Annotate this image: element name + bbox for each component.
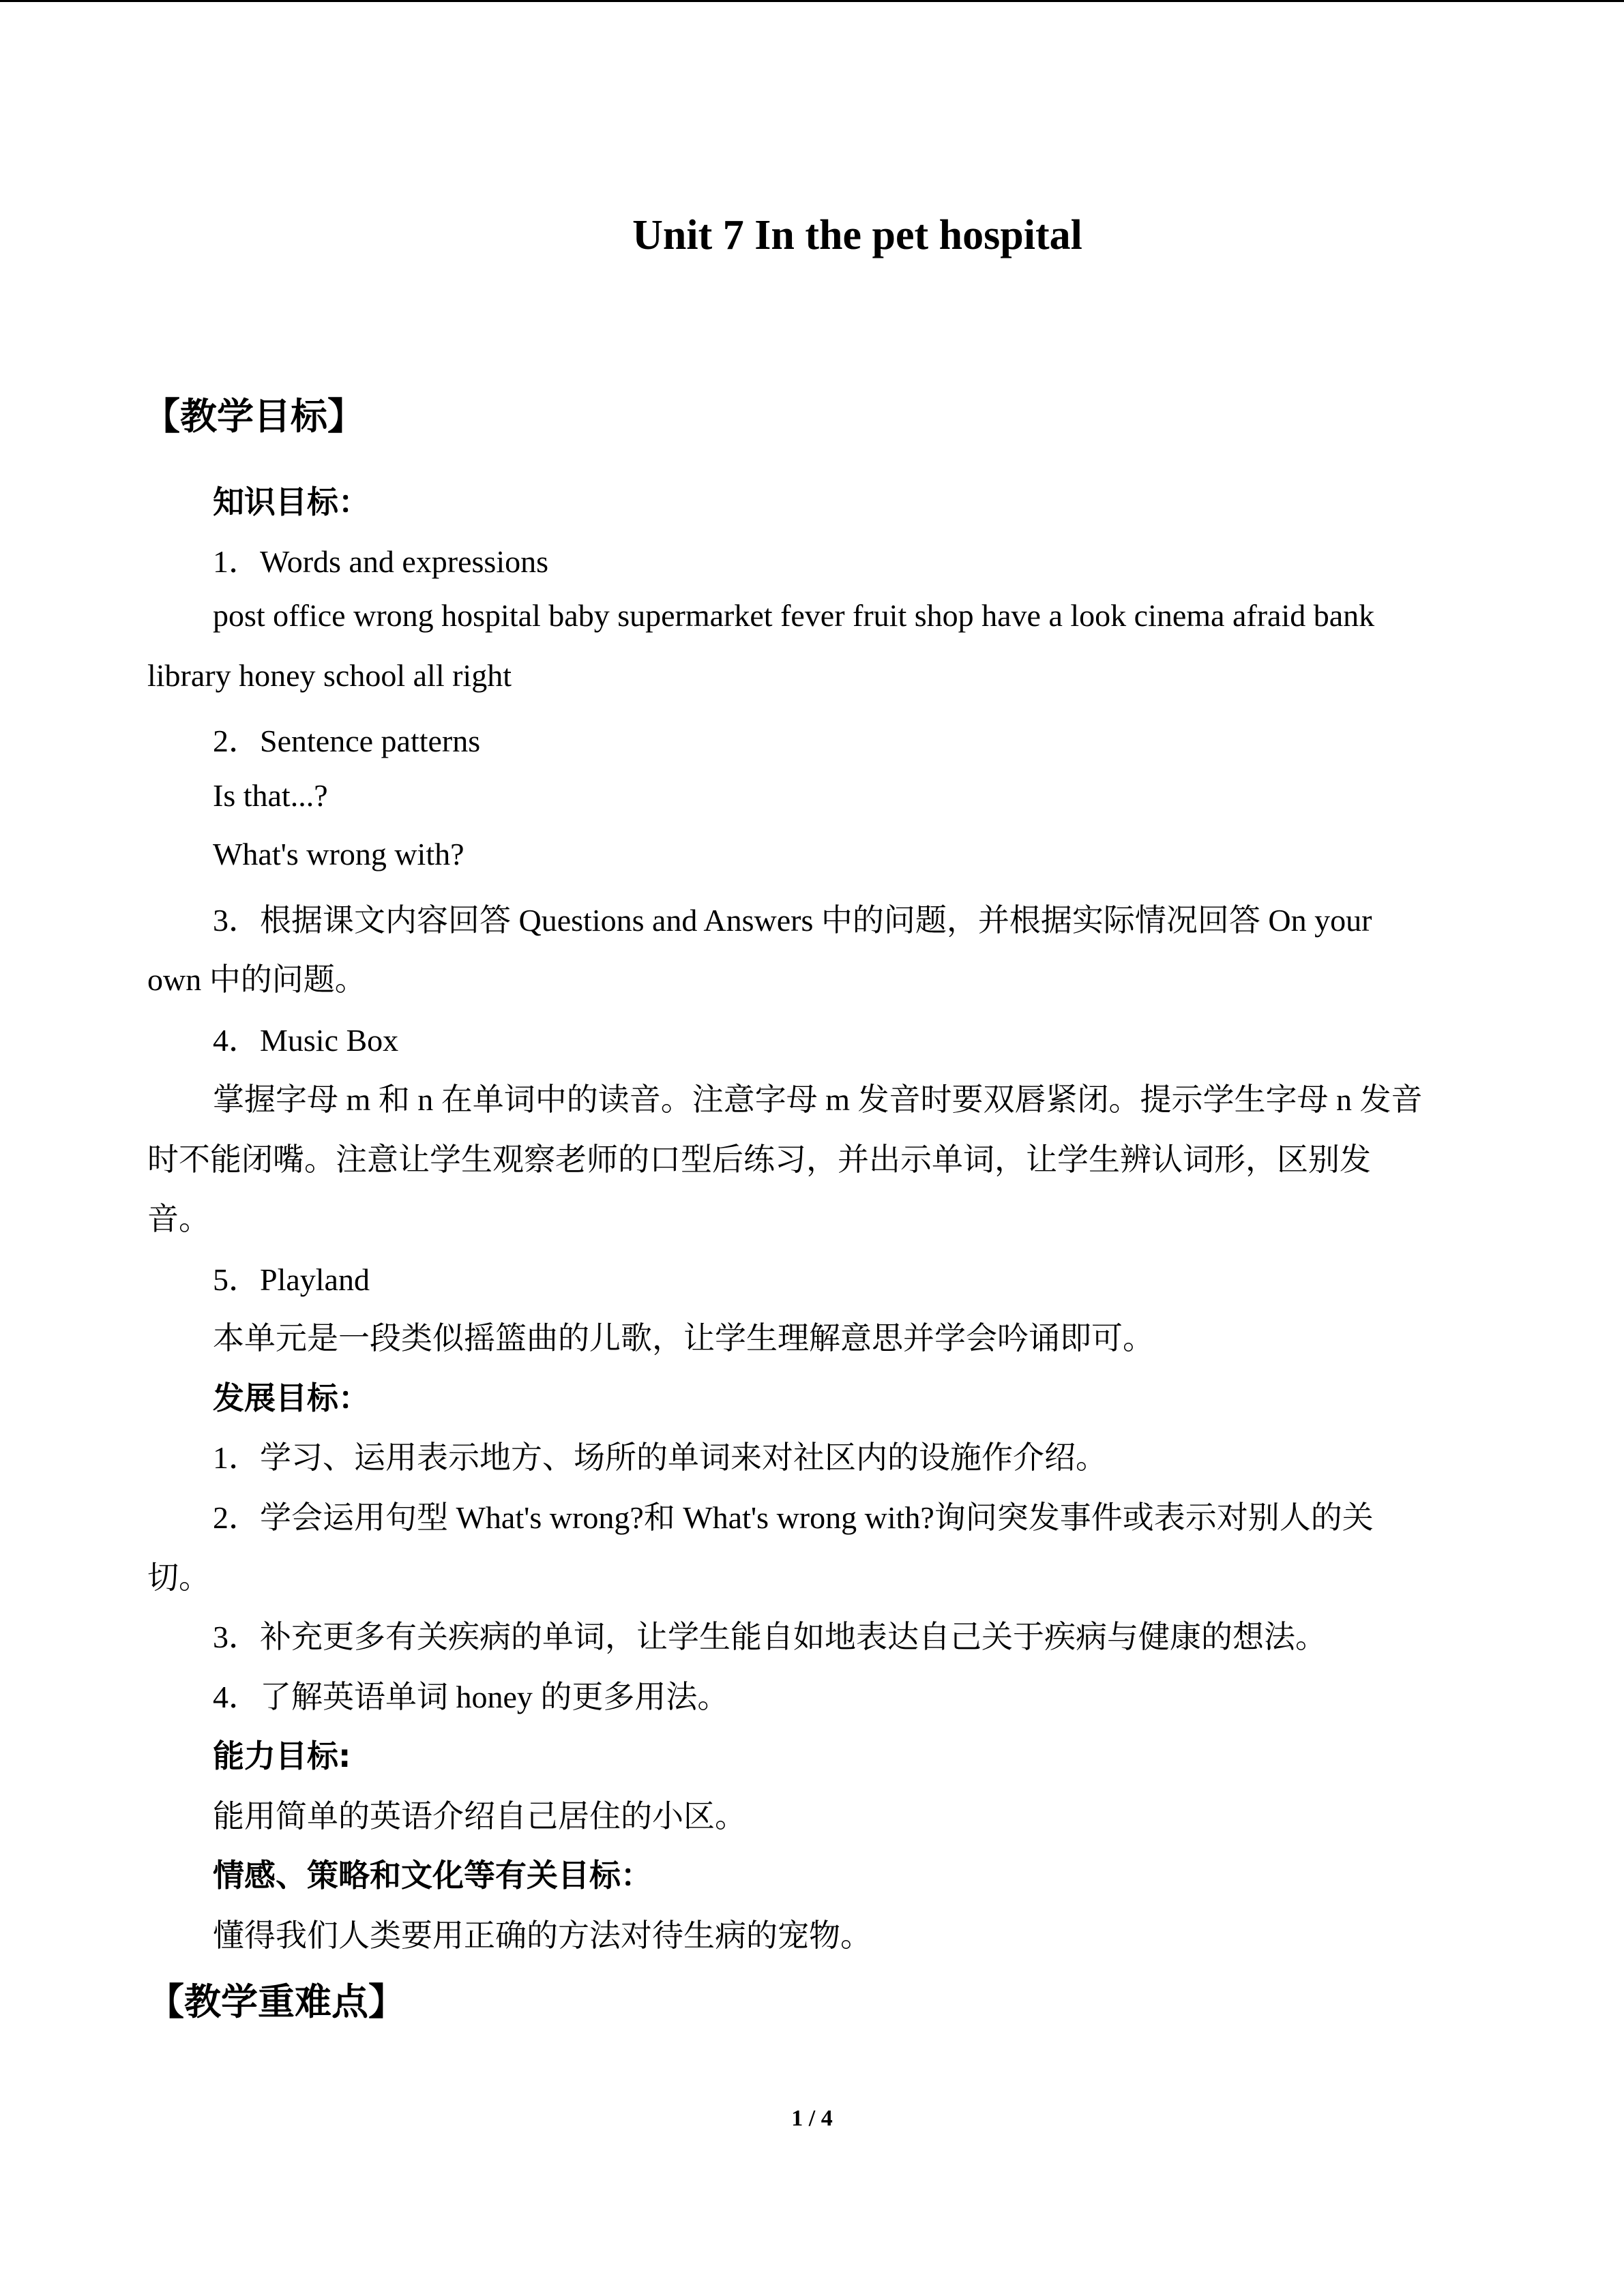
music-box-line-1: 掌握字母 m 和 n 在单词中的读音。注意字母 m 发音时要双唇紧闭。提示学生字母 n 发音 — [213, 1082, 1423, 1117]
page-number: 1 / 4 — [791, 2106, 833, 2131]
words-line-2: library honey school all right — [147, 658, 512, 693]
music-box-line-3: 音。 — [147, 1202, 210, 1236]
words-line-1: post office wrong hospital baby supermarket fever fruit shop have a look cinema afraid bank — [213, 598, 1375, 633]
knowledge-item-5: 5．Playland — [213, 1262, 370, 1297]
knowledge-item-1: 1．Words and expressions — [213, 544, 549, 579]
knowledge-item-3-line-1: 3．根据课文内容回答 Questions and Answers 中的问题，并根据实际情况回答 On your — [213, 903, 1372, 938]
section-heading-keypoints: 【教学重难点】 — [147, 1980, 405, 2023]
music-box-line-2: 时不能闭嘴。注意让学生观察老师的口型后练习，并出示单词，让学生辨认词形，区别发 — [147, 1142, 1371, 1177]
page-title: Unit 7 In the pet hospital — [632, 212, 1082, 258]
emotion-text: 懂得我们人类要用正确的方法对待生病的宠物。 — [213, 1918, 872, 1953]
development-item-3: 3．补充更多有关疾病的单词，让学生能自如地表达自己关于疾病与健康的想法。 — [213, 1620, 1327, 1654]
subheading-development: 发展目标： — [213, 1380, 370, 1416]
knowledge-item-3-line-2: own 中的问题。 — [147, 962, 366, 997]
section-heading-objectives: 【教学目标】 — [143, 395, 364, 438]
subheading-knowledge: 知识目标： — [213, 483, 370, 520]
playland-text: 本单元是一段类似摇篮曲的儿歌，让学生理解意思并学会吟诵即可。 — [213, 1321, 1154, 1356]
development-item-4: 4．了解英语单词 honey 的更多用法。 — [213, 1680, 729, 1714]
sentence-pattern-1: Is that...? — [213, 778, 328, 813]
development-item-2-line-2: 切。 — [147, 1560, 210, 1595]
subheading-ability: 能力目标: — [213, 1738, 351, 1774]
development-item-2-line-1: 2．学会运用句型 What's wrong?和 What's wrong with?询问突发事件或表示对别人的关 — [213, 1500, 1374, 1535]
ability-text: 能用简单的英语介绍自己居住的小区。 — [213, 1799, 746, 1834]
subheading-emotion: 情感、策略和文化等有关目标： — [213, 1857, 652, 1894]
knowledge-item-2: 2．Sentence patterns — [213, 724, 481, 758]
development-item-1: 1．学习、运用表示地方、场所的单词来对社区内的设施作介绍。 — [213, 1440, 1107, 1475]
knowledge-item-4: 4．Music Box — [213, 1023, 399, 1058]
top-border — [0, 0, 1624, 2]
sentence-pattern-2: What's wrong with? — [213, 837, 464, 871]
